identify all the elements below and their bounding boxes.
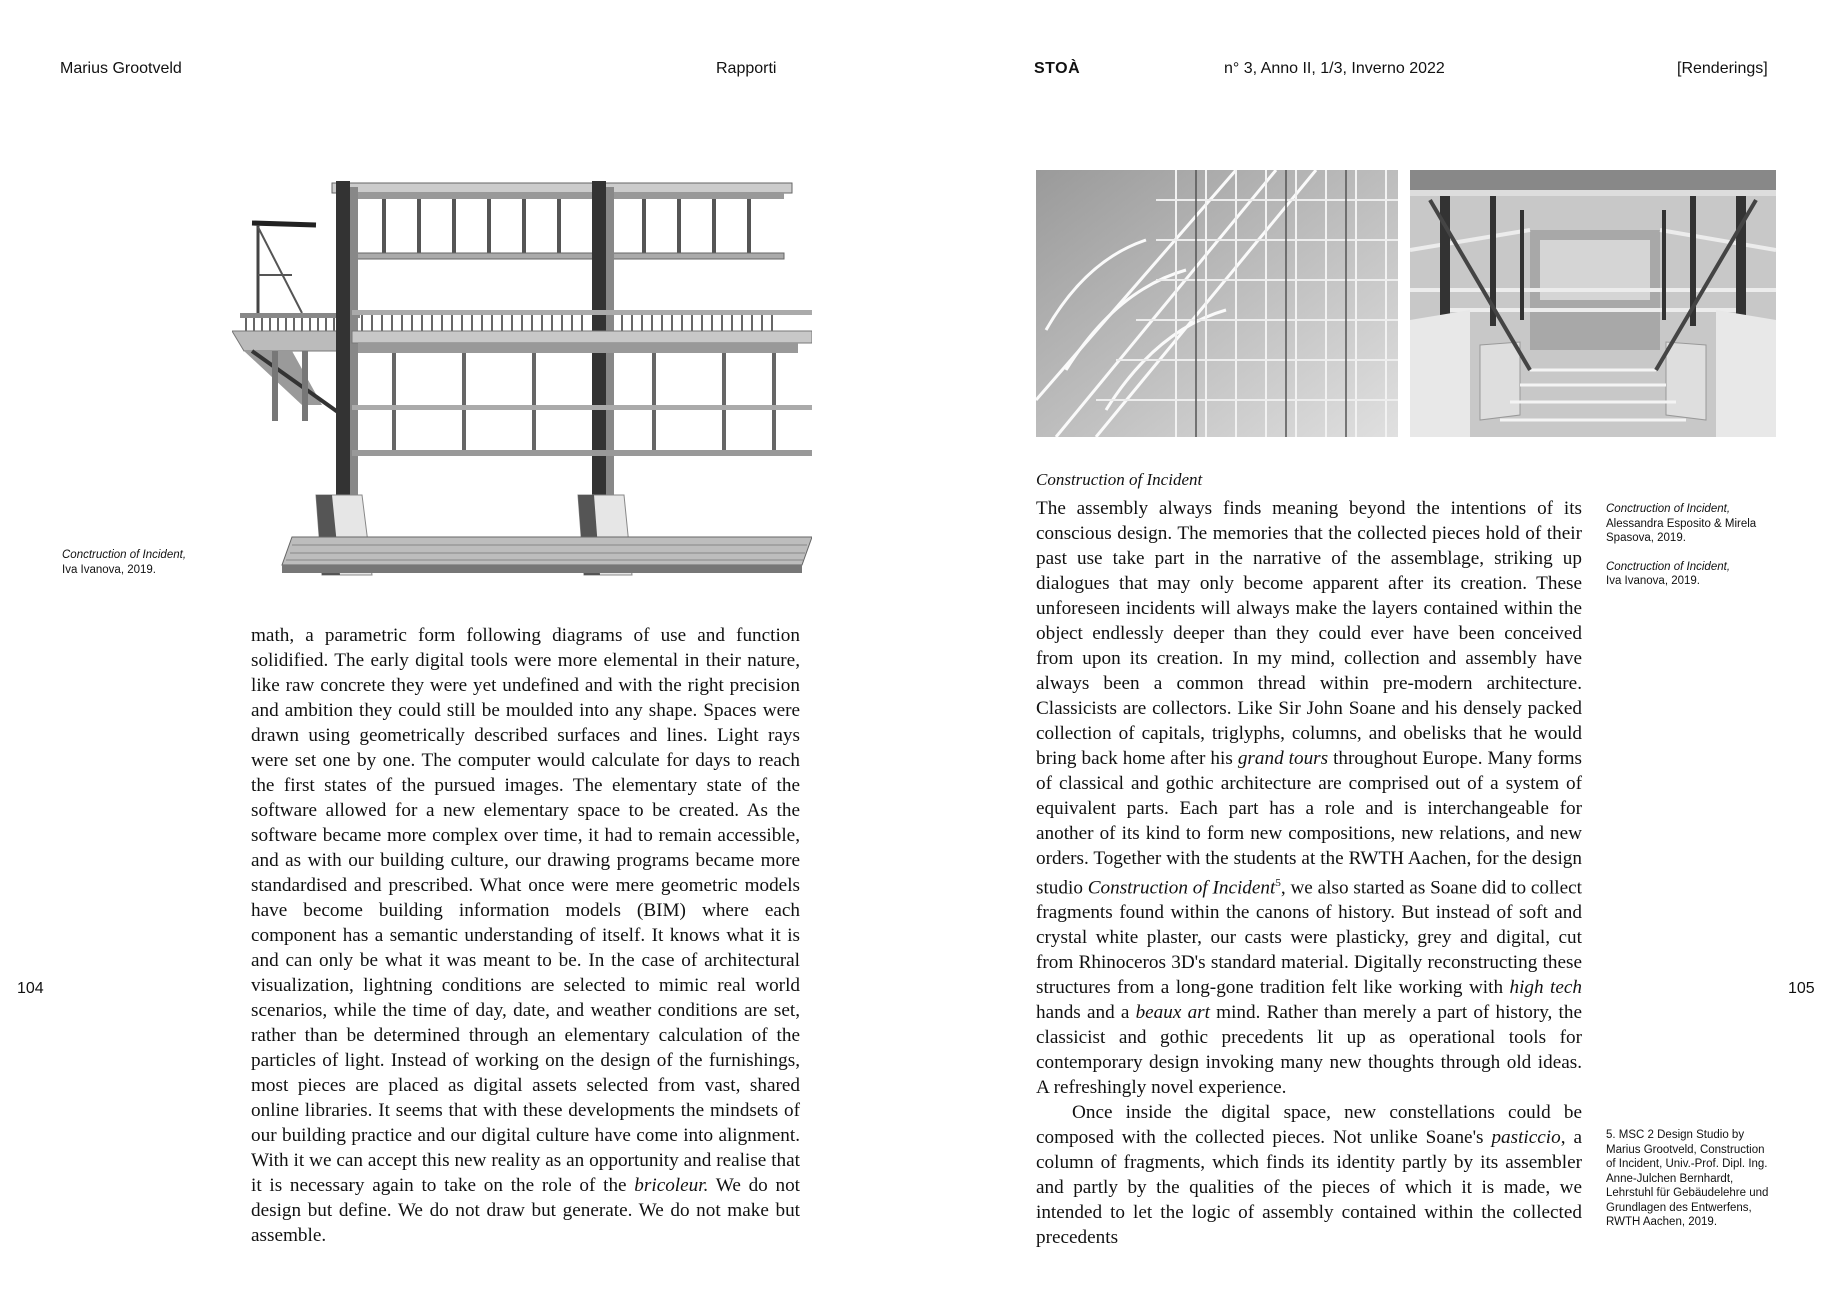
caption-title: Conctruction of Incident, bbox=[1606, 560, 1731, 573]
right-figure-captions bbox=[1606, 502, 1786, 589]
left-figure-caption bbox=[62, 548, 232, 577]
text-run: mind. Rather than merely a part of history, the classicist and gothic precedents lit up as operational tools for contemporary design invoking many new thoughts through old ideas. A refreshingly novel experience. bbox=[1036, 1002, 1582, 1099]
running-head-author: Marius Grootveld bbox=[60, 60, 182, 77]
text-run: Once inside the digital space, new constellations could be composed with the collected pieces. Not unlike Soane's bbox=[1036, 1102, 1582, 1149]
text-italic: high tech bbox=[1509, 977, 1582, 999]
left-body-text bbox=[251, 623, 800, 1248]
text-run: , we also started as Soane did to collect fragments found within the canons of history. But instead of soft and crystal white plaster, our casts were plasticky, grey and digital, cut from Rhinoceros 3D's standard material. Digitally reconstructing these structures from a long-gone tradition felt like working with bbox=[1036, 877, 1582, 999]
left-body-run: math, a parametric form following diagrams of use and function solidified. The early digital tools were more elemental in their nature, like raw concrete they were yet undefined and with the right precision and ambition they could still be moulded into any shape. Spaces were drawn using geometrically described surfaces and lines. Light rays were set one by one. The computer would calculate for days to reach the first states of the pursued images. The elementary state of the software allowed for a new elementary space to be created. As the software became more complex over time, it had to remain accessible, and as with our building culture, our drawing programs became more standardised and prescribed. What once were mere geometric models have become building information models (BIM) where each component has a semantic understanding of itself. It knows what it is and can only be what it was meant to be. In the case of architectural visualization, lightning conditions are selected to mimic real world scenarios, while the time of day, date, and weather conditions are set, rather than be determined through an elementary calculation of the particles of light. Instead of working on the design of the furnishings, most pieces are placed as digital assets selected from vast, shared online libraries. It seems that with these developments the mindsets of our building practice and our digital culture have come into alignment. With it we can accept this new reality as an opportunity and realise that it is necessary again to take on the role of the bbox=[251, 625, 800, 1196]
left-figure-rendering bbox=[232, 165, 812, 585]
text-italic: pasticcio bbox=[1491, 1127, 1561, 1149]
caption-title: Conctruction of Incident, bbox=[62, 549, 187, 561]
text-run: hands and a bbox=[1036, 1002, 1136, 1024]
running-head-section: Rapporti bbox=[716, 60, 777, 77]
text-italic: grand tours bbox=[1237, 748, 1329, 769]
running-head-right-section: [Renderings] bbox=[1677, 60, 1768, 77]
text-run: The assembly always finds meaning beyond the intentions of its conscious design. The memories that the collected pieces hold of their past use take part in the narrative of the assemblage, striking up dialogues that may only become apparent after its creation. These unforeseen incidents will always make the layers contained within the object endlessly deeper than they could ever have been conceived from upon its creation. In my mind, collection and assembly have always been a common thread within pre-modern architecture. Classicists are collectors. Like Sir John Soane and his densely packed collection of capitals, triglyphs, columns, and obelisks that he would bring back home after his bbox=[1036, 498, 1582, 769]
right-body-paragraph-2 bbox=[1036, 1100, 1582, 1250]
footnote-marker: 5 bbox=[1275, 877, 1281, 889]
caption-credit: Iva Ivanova, 2019. bbox=[1606, 575, 1700, 587]
caption-title: Conctruction of Incident, bbox=[1606, 503, 1731, 515]
left-body-paragraph bbox=[251, 623, 800, 1248]
issue-info: n° 3, Anno II, 1/3, Inverno 2022 bbox=[1224, 60, 1445, 77]
text-run: throughout Europe. Many forms of classical and gothic architecture are comprised out of a system of equivalent parts. Each part has a role and is interchangeable for another of its kind to form new compositions, new relations, and new orders. Together with the students at the RWTH Aachen, for the design studio bbox=[1036, 748, 1582, 899]
caption-spacer bbox=[1606, 546, 1786, 560]
left-body-run-end: We do not design but define. We do not draw but generate. We do not make but assemble. bbox=[251, 1175, 801, 1246]
right-body-paragraph-1 bbox=[1036, 496, 1582, 1100]
text-italic: Construction of Incident bbox=[1087, 877, 1276, 899]
right-body-text bbox=[1036, 496, 1582, 1250]
caption-credit: Alessandra Esposito & Mirela Spasova, 2019. bbox=[1606, 517, 1757, 544]
section-title: Construction of Incident bbox=[1036, 470, 1203, 489]
right-figure-rendering-2 bbox=[1410, 170, 1776, 437]
footnote: 5. MSC 2 Design Studio by Marius Grootveld, Construction of Incident, Univ.-Prof. Dipl. Ing. Anne-Julchen Bernhardt, Lehrstuhl für Gebäudelehre und Grundlagen des Entwerfens, RWTH Aachen, 2019. bbox=[1606, 1129, 1769, 1228]
text-run: , a column of fragments, which finds its identity partly by its assembler and partly by the qualities of the pieces of which it is made, we intended to let the logic of assembly contained within the collected precedents bbox=[1036, 1127, 1582, 1249]
left-body-italic: bricoleur. bbox=[634, 1175, 709, 1196]
journal-title: STOÀ bbox=[1034, 60, 1081, 77]
caption-credit: Iva Ivanova, 2019. bbox=[62, 563, 156, 576]
text-italic: beaux art bbox=[1135, 1002, 1210, 1024]
page-number-right: 105 bbox=[1788, 980, 1815, 997]
right-figure-rendering-1 bbox=[1036, 170, 1398, 437]
page-number-left: 104 bbox=[17, 980, 44, 997]
